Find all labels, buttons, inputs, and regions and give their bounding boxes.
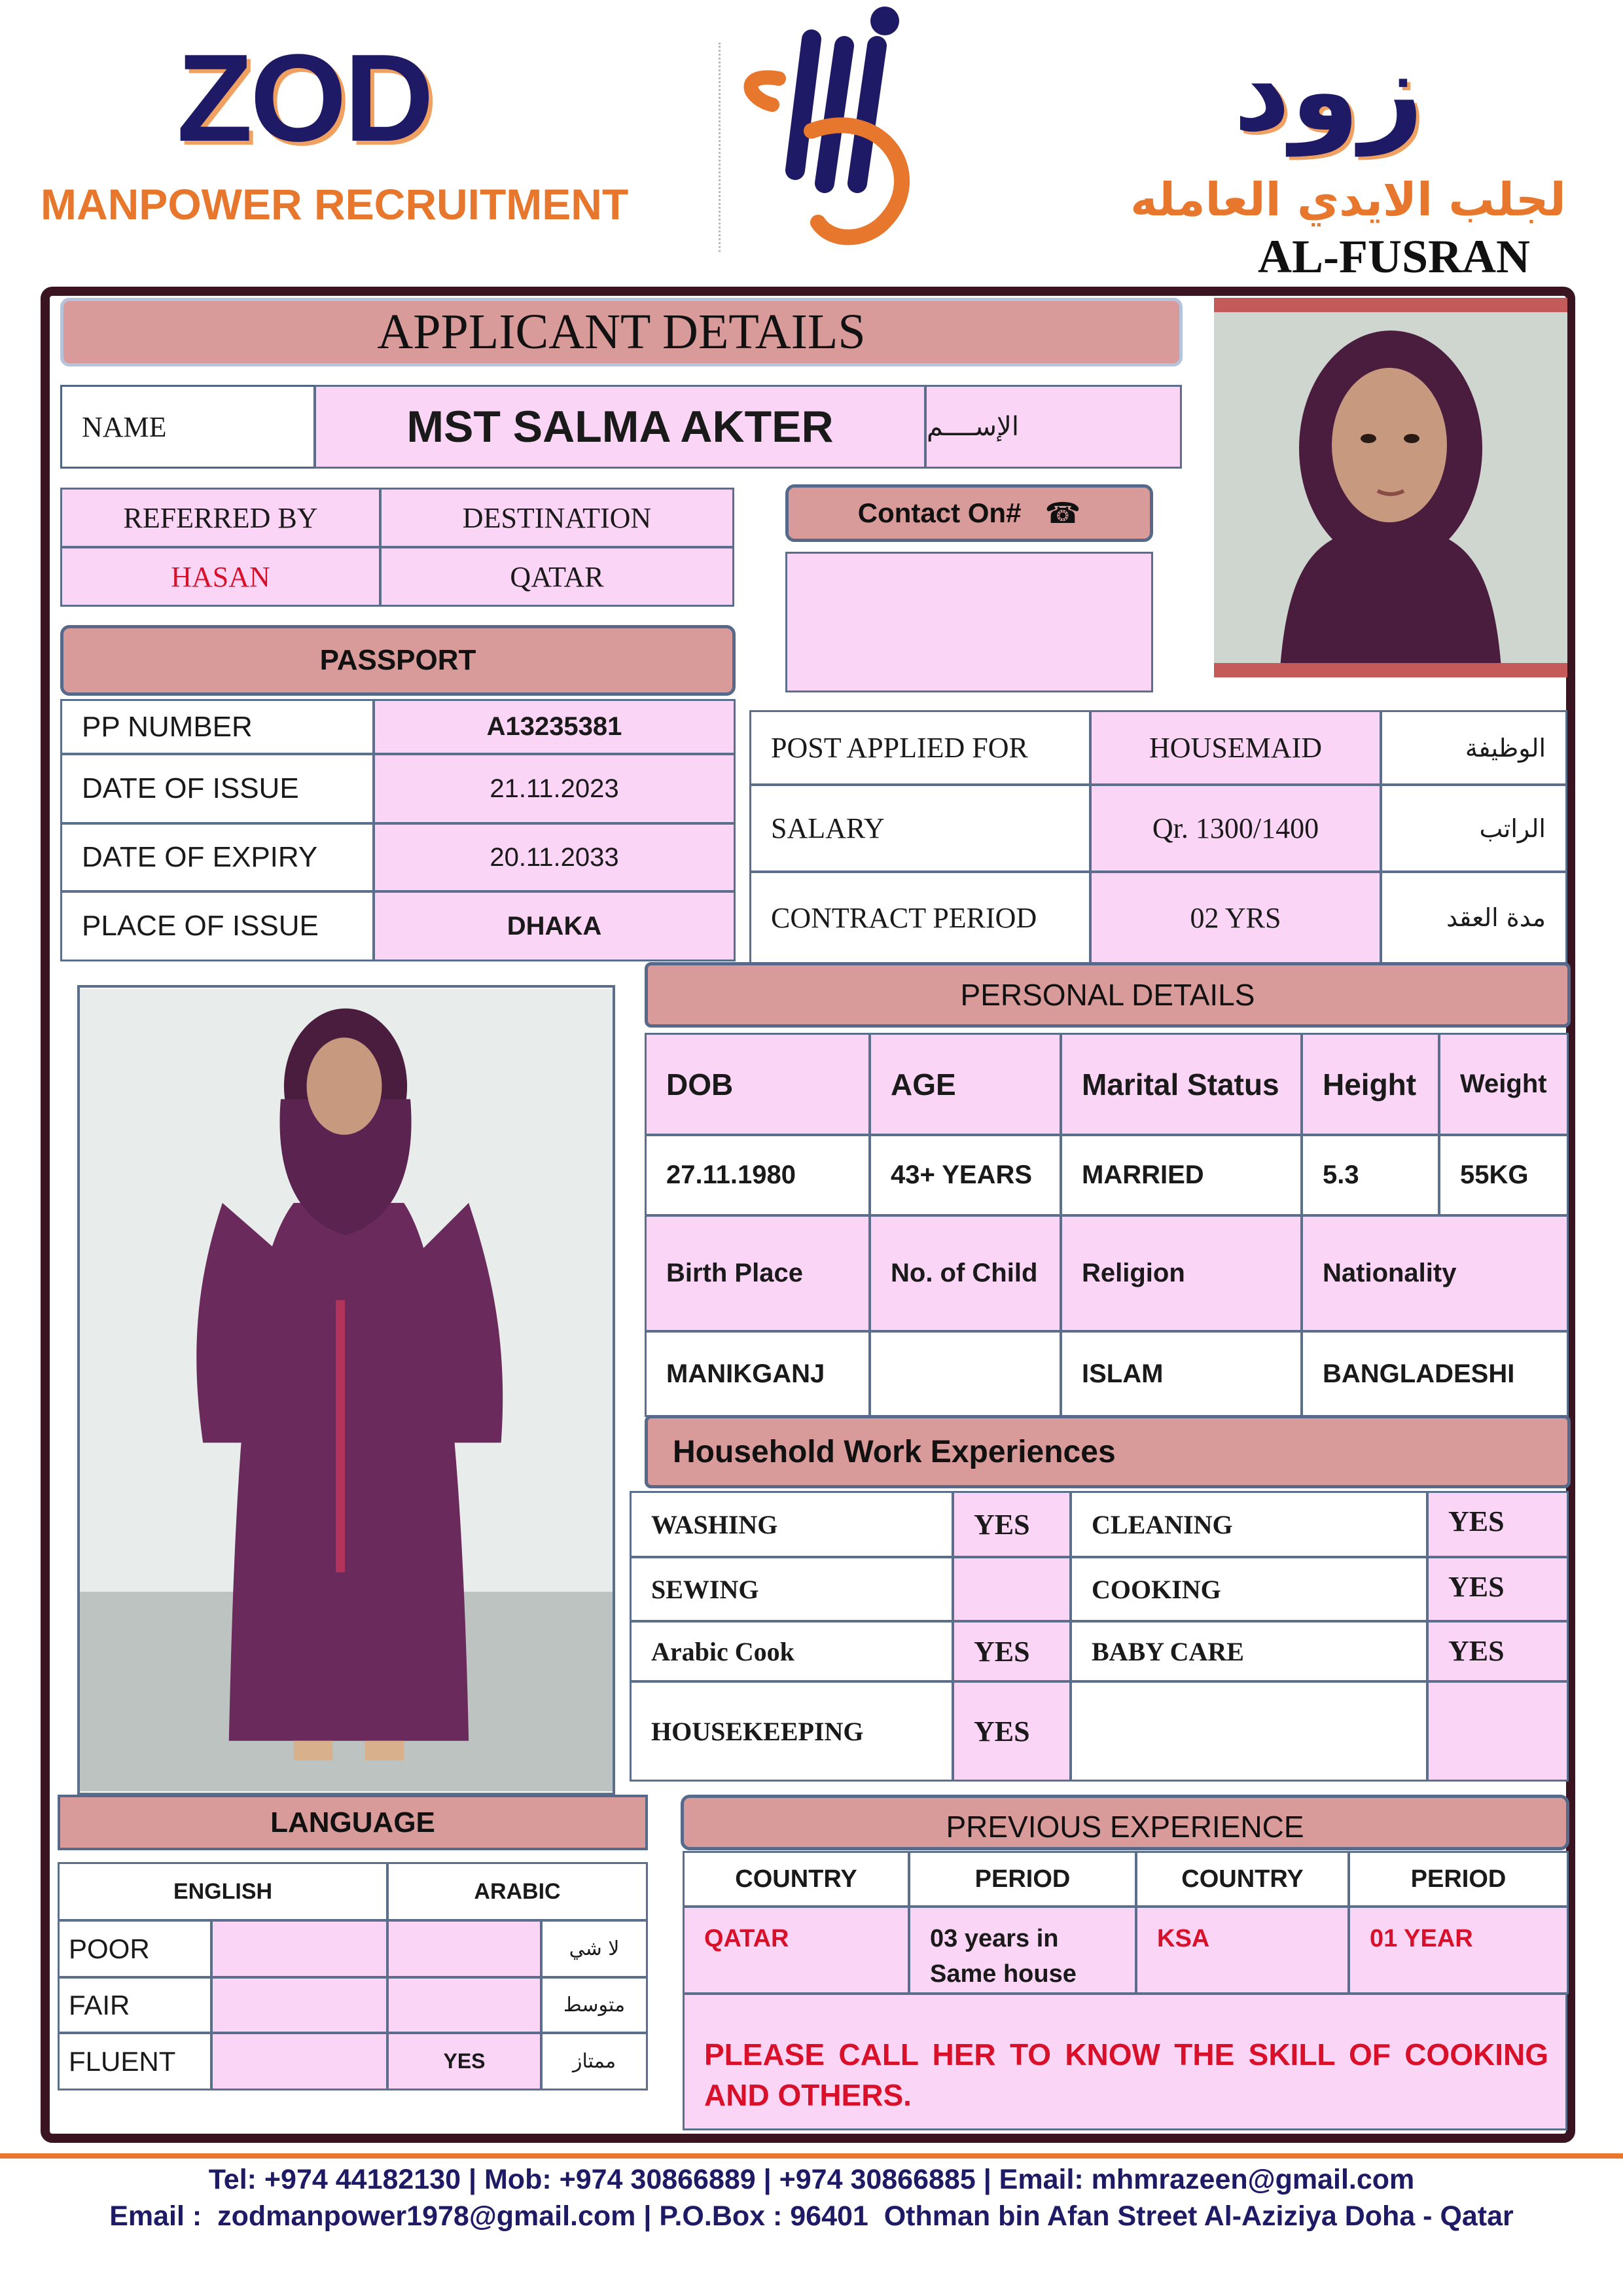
household-value-2-a: YES (952, 1621, 1071, 1682)
pp-number-label: PP NUMBER (60, 699, 374, 755)
personal-value-1: 43+ YEARS (869, 1134, 1061, 1216)
household-skill-2-b: BABY CARE (1070, 1621, 1428, 1682)
household-value-1-a (952, 1556, 1071, 1622)
previous-experience-title: PREVIOUS EXPERIENCE (681, 1795, 1569, 1850)
phone-icon: ☎ (1044, 496, 1081, 530)
household-skill-3-b (1070, 1681, 1428, 1782)
divider-line (719, 43, 721, 252)
personal-header-4: Weight (1438, 1033, 1569, 1136)
emblem-blue-stroke-3 (857, 46, 877, 183)
personal-header2-2: Religion (1060, 1215, 1302, 1332)
language-level-1: FAIR (58, 1977, 212, 2034)
personal-header2-0: Birth Place (645, 1215, 870, 1332)
expiry-date-label: DATE OF EXPIRY (60, 823, 374, 892)
brand-tagline: MANPOWER RECRUITMENT (41, 180, 629, 228)
personal-details-title: PERSONAL DETAILS (645, 962, 1571, 1028)
personal-value-2: MARRIED (1060, 1134, 1302, 1216)
brand-logo-text: ZOD (177, 29, 432, 168)
personal-header-2: Marital Status (1060, 1033, 1302, 1136)
personal-value-4: 55KG (1438, 1134, 1569, 1216)
contract-period-label: CONTRACT PERIOD (749, 871, 1091, 964)
language-english-2 (211, 2032, 388, 2090)
previous-value-0: QATAR (683, 1906, 910, 1994)
previous-value-3: 01 YEAR (1348, 1906, 1569, 1994)
household-title: Household Work Experiences (645, 1415, 1571, 1488)
post-applied-value: HOUSEMAID (1090, 710, 1382, 785)
arabic-logo: زود (1233, 27, 1424, 156)
language-arabic-header: ARABIC (387, 1862, 648, 1921)
post-applied-arabic: الوظيفة (1380, 710, 1567, 785)
applicant-name: MST SALMA AKTER (314, 385, 926, 469)
company-emblem (733, 7, 929, 255)
household-skill-1-a: SEWING (630, 1556, 954, 1622)
previous-header-1: PERIOD (908, 1851, 1137, 1907)
name-arabic-label: الإســــم (925, 385, 1182, 469)
personal-header-1: AGE (869, 1033, 1061, 1136)
footer-contact-line-2: Email : zodmanpower1978@gmail.com | P.O.Box : 96401 Othman bin Afan Street Al-Aziziya Doha - Qatar (109, 2200, 1514, 2232)
household-skill-1-b: COOKING (1070, 1556, 1428, 1622)
previous-value-1: 03 years in Same house (908, 1906, 1137, 1994)
salary-arabic: الراتب (1380, 784, 1567, 872)
language-arabic-1 (387, 1977, 542, 2034)
personal-value2-2: ISLAM (1060, 1331, 1302, 1417)
place-of-issue-label: PLACE OF ISSUE (60, 891, 374, 961)
contract-period-arabic: مدة العقد (1380, 871, 1567, 964)
footer-contact-line-1: Tel: +974 44182130 | Mob: +974 30866889 | +974 30866885 | Email: mhmrazeen@gmail.com (208, 2164, 1415, 2195)
household-value-0-a: YES (952, 1491, 1071, 1558)
language-arabic-label-2: ممتاز (541, 2032, 648, 2090)
emblem-blue-stroke-1 (795, 39, 812, 170)
contact-label: Contact On# (857, 497, 1022, 528)
language-level-0: POOR (58, 1920, 212, 1978)
language-title: LANGUAGE (58, 1795, 648, 1850)
language-english-1 (211, 1977, 388, 2034)
language-arabic-label-1: متوسط (541, 1977, 648, 2034)
issue-date-value: 21.11.2023 (373, 753, 736, 824)
personal-header-3: Height (1301, 1033, 1440, 1136)
applicant-details-title: APPLICANT DETAILS (60, 298, 1183, 367)
referred-by-value: HASAN (60, 547, 381, 607)
language-english-header: ENGLISH (58, 1862, 388, 1921)
language-level-2: FLUENT (58, 2032, 212, 2090)
destination-value: QATAR (380, 547, 734, 607)
issue-date-label: DATE OF ISSUE (60, 753, 374, 824)
household-value-0-b: YES (1427, 1491, 1569, 1558)
pp-number-value: A13235381 (373, 699, 736, 755)
household-skill-2-a: Arabic Cook (630, 1621, 954, 1682)
household-skill-0-b: CLEANING (1070, 1491, 1428, 1558)
passport-title: PASSPORT (60, 625, 736, 696)
post-applied-label: POST APPLIED FOR (749, 710, 1091, 785)
contact-header (785, 484, 1153, 542)
salary-value: Qr. 1300/1400 (1090, 784, 1382, 872)
language-english-0 (211, 1920, 388, 1978)
household-value-2-b: YES (1427, 1621, 1569, 1682)
previous-experience-note: PLEASE CALL HER TO KNOW THE SKILL OF COOKING AND OTHERS. (683, 1993, 1567, 2130)
name-label: NAME (60, 385, 315, 469)
contact-value-box (785, 552, 1153, 692)
language-arabic-label-0: لا شي (541, 1920, 648, 1978)
personal-header-0: DOB (645, 1033, 870, 1136)
emblem-orange-swoosh-left (751, 77, 779, 105)
footer-divider (0, 2153, 1623, 2159)
emblem-head-dot (870, 7, 899, 35)
place-of-issue-value: DHAKA (373, 891, 736, 961)
personal-value-3: 5.3 (1301, 1134, 1440, 1216)
household-skill-0-a: WASHING (630, 1491, 954, 1558)
household-value-3-a: YES (952, 1681, 1071, 1782)
personal-header2-1: No. of Child (869, 1215, 1061, 1332)
applicant-portrait-photo (1214, 298, 1567, 677)
arabic-tagline: لجلب الايدي العامله (1130, 173, 1566, 226)
household-value-3-b (1427, 1681, 1569, 1782)
personal-header2-3: Nationality (1301, 1215, 1569, 1332)
applicant-full-body-photo (77, 985, 615, 1795)
salary-label: SALARY (749, 784, 1091, 872)
language-arabic-0 (387, 1920, 542, 1978)
previous-header-3: PERIOD (1348, 1851, 1569, 1907)
contract-period-value: 02 YRS (1090, 871, 1382, 964)
personal-value2-0: MANIKGANJ (645, 1331, 870, 1417)
destination-label: DESTINATION (380, 488, 734, 548)
personal-value-0: 27.11.1980 (645, 1134, 870, 1216)
household-value-1-b: YES (1427, 1556, 1569, 1622)
previous-header-2: COUNTRY (1135, 1851, 1349, 1907)
language-arabic-2: YES (387, 2032, 542, 2090)
partner-name: AL-FUSRAN (1257, 230, 1530, 283)
household-skill-3-a: HOUSEKEEPING (630, 1681, 954, 1782)
expiry-date-value: 20.11.2033 (373, 823, 736, 892)
referred-by-label: REFERRED BY (60, 488, 381, 548)
emblem-blue-stroke-2 (825, 46, 844, 183)
previous-value-2: KSA (1135, 1906, 1349, 1994)
personal-value2-3: BANGLADESHI (1301, 1331, 1569, 1417)
previous-header-0: COUNTRY (683, 1851, 910, 1907)
personal-value2-1 (869, 1331, 1061, 1417)
